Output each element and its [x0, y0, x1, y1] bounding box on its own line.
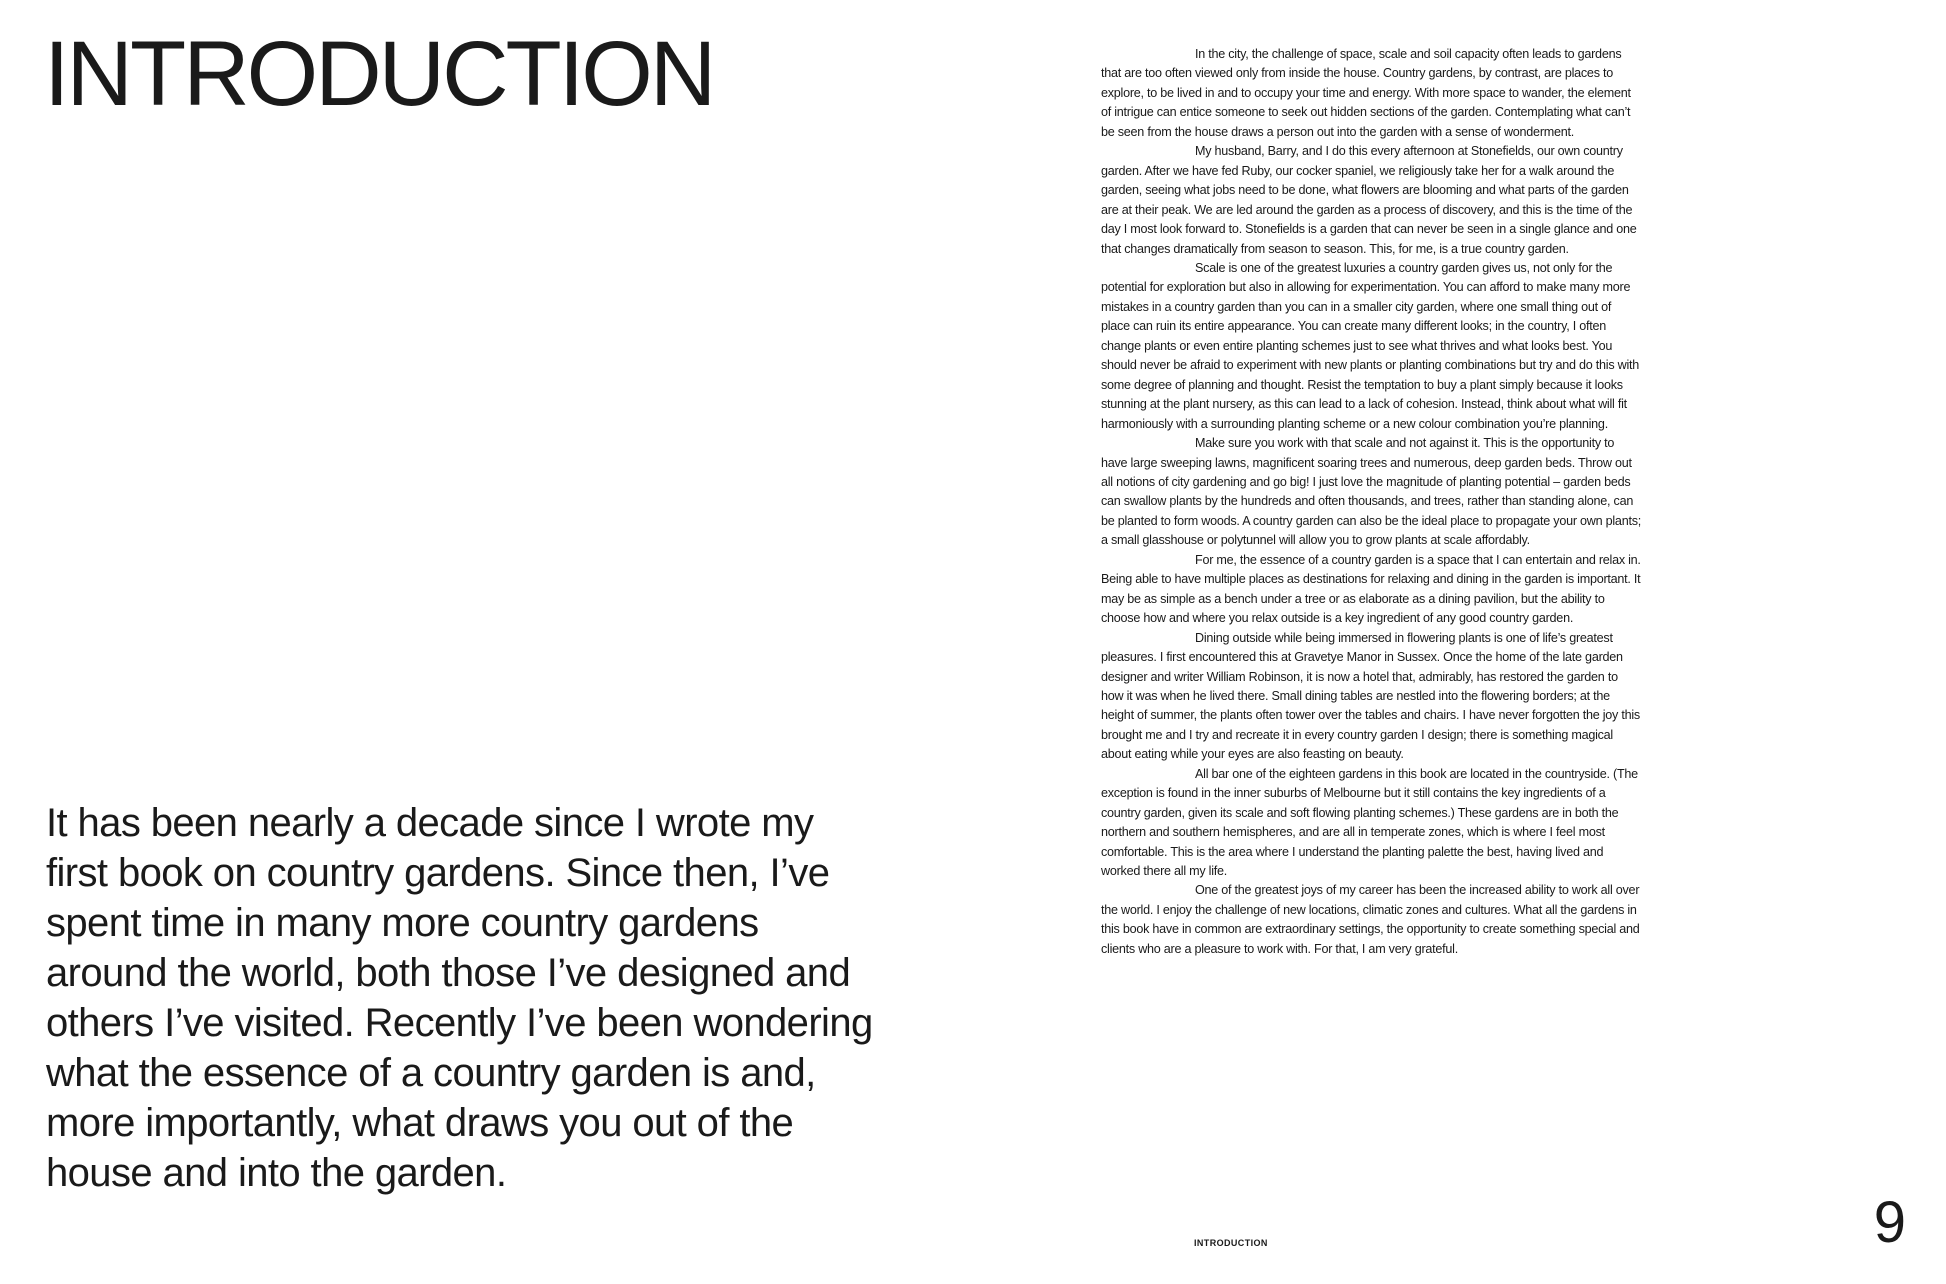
body-paragraph-1: In the city, the challenge of space, scale and soil capacity often leads to gardens that are too often viewed only from inside the house. Country gardens, by contrast, are places to explore, to be lived in and to occupy your time and energy. With more space to wander, the element of intrigue can entice someone to seek out hidden sections of the garden. Contemplating what can’t be seen from the house draws a person out into the garden with a sense of wonderment. — [1101, 47, 1631, 139]
body-paragraph-8: One of the greatest joys of my career has been the increased ability to work all over the world. I enjoy the challenge of new locations, climatic zones and cultures. What all the gardens in this book have in common are extraordinary settings, the opportunity to create something special and clients who are a pleasure to work with. For that, I am very grateful. — [1101, 883, 1640, 956]
body-text — [1101, 45, 1641, 959]
body-paragraph-6: Dining outside while being immersed in flowering plants is one of life’s greatest pleasures. I first encountered this at Gravetye Manor in Sussex. Once the home of the late garden designer and writer William Robinson, it is now a hotel that, admirably, has restored the garden to how it was when he lived there. Small dining tables are nestled into the flowering borders; at the height of summer, the plants often tower over the tables and chairs. I have never forgotten the joy this brought me and I try and recreate it in every country garden I design; there is something magical about eating while your eyes are also feasting on beauty. — [1101, 630, 1640, 762]
body-paragraph-7: All bar one of the eighteen gardens in this book are located in the countryside. (The exception is found in the inner suburbs of Melbourne but it still contains the key ingredients of a country garden, given its scale and soft flowing planting schemes.) These gardens are in both the northern and southern hemispheres, and are all in temperate zones, which is where I feel most comfortable. This is the area where I understand the planting palette the best, having lived and worked there all my life. — [1101, 766, 1638, 879]
body-paragraph-5: For me, the essence of a country garden is a space that I can entertain and relax in. Being able to have multiple places as destinations for relaxing and dining in the garden is important. It may be as simple as a bench under a tree or as elaborate as a dining pavilion, but the ability to choose how and where you relax outside is a key ingredient of any good country garden. — [1101, 552, 1641, 626]
body-paragraph-2: My husband, Barry, and I do this every afternoon at Stonefields, our own country garden. After we have fed Ruby, our cocker spaniel, we religiously take her for a walk around the garden, seeing what jobs need to be done, what flowers are blooming and what parts of the garden are at their peak. We are led around the garden as a process of discovery, and this is the time of the day I most look forward to. Stonefields is a garden that can never be seen in a single glance and one that changes dramatically from season to season. This, for me, is a true country garden. — [1101, 144, 1637, 256]
body-paragraph-3: Scale is one of the greatest luxuries a country garden gives us, not only for the potential for exploration but also in allowing for experimentation. You can afford to make many more mistakes in a country garden than you can in a smaller city garden, where one small thing out of place can ruin its entire appearance. You can create many different looks; in the country, I often change plants or even entire planting schemes just to see what thrives and what looks best. You should never be afraid to experiment with new plants or planting combinations but try and do this with some degree of planning and thought. Resist the temptation to buy a plant simply because it looks stunning at the plant nursery, as this can lead to a lack of cohesion. Instead, think about what will fit harmoniously with a surrounding planting scheme or a new colour combination you’re planning. — [1101, 260, 1640, 431]
page-title: INTRODUCTION — [44, 23, 714, 125]
body-paragraph-4: Make sure you work with that scale and not against it. This is the opportunity to have large sweeping lawns, magnificent soaring trees and numerous, deep garden beds. Throw out all notions of city gardening and go big! I just love the magnitude of planting potential – garden beds can swallow plants by the hundreds and often thousands, and trees, rather than standing alone, can be planted to form woods. A country garden can also be the ideal place to propagate your own plants; a small glasshouse or polytunnel will allow you to grow plants at scale affordably. — [1101, 436, 1641, 548]
lead-paragraph: It has been nearly a decade since I wrote my first book on country gardens. Since then, I’ve spent time in many more country gardens around the world, both those I’ve designed and others I’ve visited. Recently I’ve been wondering what the essence of a country garden is and, more importantly, what draws you out of the house and into the garden. — [46, 801, 873, 1195]
page-number: 9 — [1873, 1190, 1906, 1255]
running-footer: INTRODUCTION — [1194, 1238, 1268, 1248]
